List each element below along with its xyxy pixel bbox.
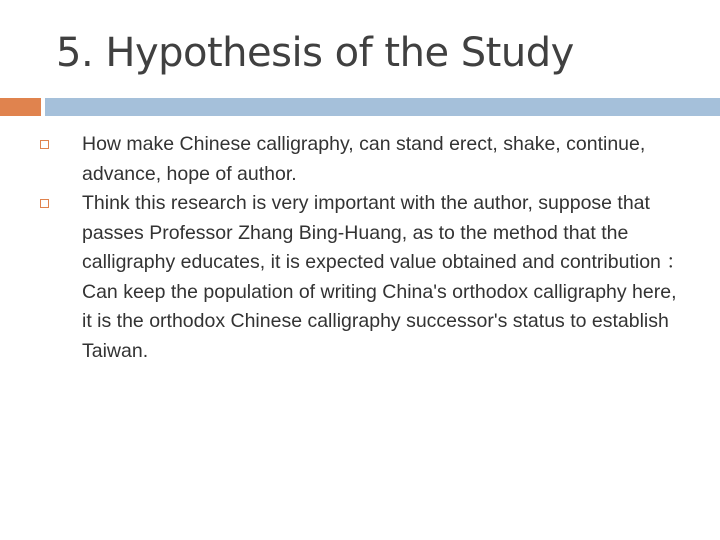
hollow-square-bullet-icon <box>40 140 49 149</box>
bullet-item <box>40 189 690 366</box>
bullet-item <box>40 130 690 189</box>
accent-bar-blue <box>45 98 720 116</box>
accent-bar-orange <box>0 98 41 116</box>
bullet-text: Think this research is very important with the author, suppose that passes Professor Zhang Bing-Huang, as to the method that the calligraphy educates, it is expected value obtained and contribution ：Can keep the population of writing China's orthodox calligraphy here, it is the orthodox Chinese calligraphy successor's status to establish Taiwan. <box>82 192 686 362</box>
bullet-list <box>40 130 690 366</box>
hollow-square-bullet-icon <box>40 199 49 208</box>
bullet-text: How make Chinese calligraphy, can stand erect, shake, continue, advance, hope of author. <box>82 133 646 185</box>
slide-title: 5. Hypothesis of the Study <box>56 30 574 76</box>
